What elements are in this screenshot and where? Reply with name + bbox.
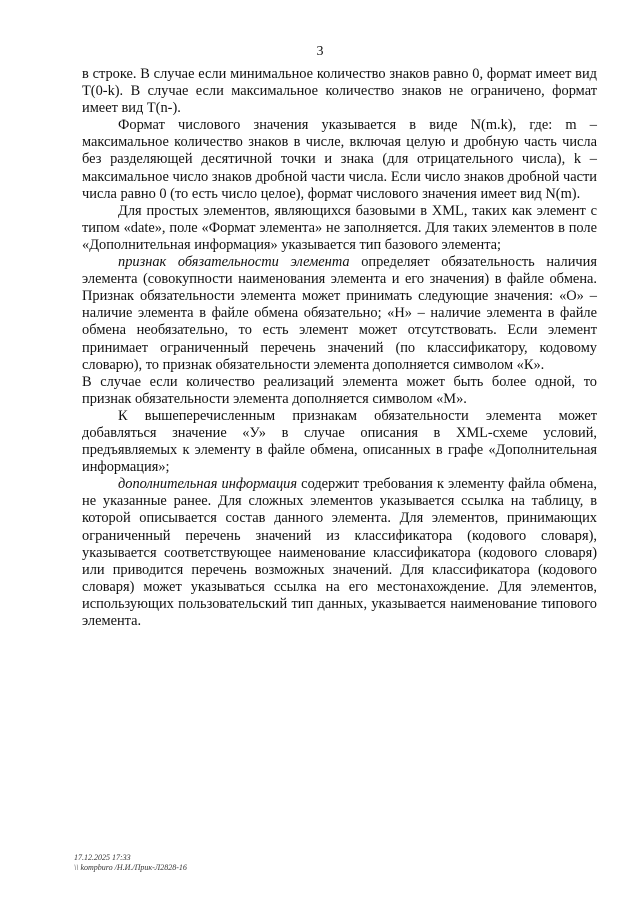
document-body [82, 66, 597, 630]
paragraph-numeric-format: Формат числового значения указывается в виде N(m.k), где: m – максимальное количество знаков в числе, включая целую и дробную часть числа без разделяющей десятичной точки и знака (для отрицательного числа), k – максимальное число знаков дробной части числа. Если число знаков дробной части числа равно 0 (то есть число целое), формат числового значения имеет вид N(m). [82, 117, 597, 202]
paragraph-string-format-end: в строке. В случае если минимальное количество знаков равно 0, формат имеет вид T(0-k). В случае если максимальное количество знаков не ограничено, формат имеет вид T(n-). [82, 66, 597, 117]
term-additional-info: дополнительная информация [118, 476, 298, 493]
document-footer [74, 853, 187, 873]
term-mandatory-flag: признак обязательности элемента [118, 254, 350, 271]
paragraph-mandatory-flag [82, 254, 597, 374]
footer-timestamp: 17.12.2025 17:33 [74, 853, 131, 862]
paragraph-additional-info-text: содержит требования к элементу файла обмена, не указанные ранее. Для сложных элементов указывается ссылка на таблицу, в которой описывается состав данного элемента. Для элементов, принимающих ограниченный перечень значений из классификатора (кодового словаря), указывается соответствующее наименование классификатора (кодового словаря) или приводится перечень возможных значений. Для классификатора (кодового словаря) может указываться ссылка на его местонахождение. Для элементов, использующих пользовательский тип данных, указывается наименование типового элемента. [82, 476, 597, 629]
paragraph-mandatory-flag-text: определяет обязательность наличия элемента (совокупности наименования элемента и его значения) в файле обмена. Признак обязательности элемента может принимать следующие значения: «О» – наличие элемента в файле обмена обязательно; «Н» – наличие элемента в файле обмена необязательно, то есть элемент может отсутствовать. Если элемент принимает ограниченный перечень значений (по классификатору, кодовому словарю), то признак обязательности элемента дополняется символом «К». [82, 254, 597, 373]
paragraph-multiple-occurrences: В случае если количество реализаций элемента может быть более одной, то признак обязательности элемента дополняется символом «М». [82, 373, 597, 407]
paragraph-additional-info [82, 476, 597, 630]
paragraph-condition-flag: К вышеперечисленным признакам обязательности элемента может добавляться значение «У» в случае описания в XML-схеме условий, предъявляемых к элементу в файле обмена, описанных в графе «Дополнительная информация»; [82, 407, 597, 476]
paragraph-base-xml-elements: Для простых элементов, являющихся базовыми в XML, таких как элемент с типом «date», поле «Формат элемента» не заполняется. Для таких элементов в поле «Дополнительная информация» указывается тип базового элемента; [82, 202, 597, 253]
footer-file-path: \\ kompburo /Н.И./Прик-Л2828-16 [74, 863, 187, 872]
page-number: 3 [316, 44, 324, 59]
